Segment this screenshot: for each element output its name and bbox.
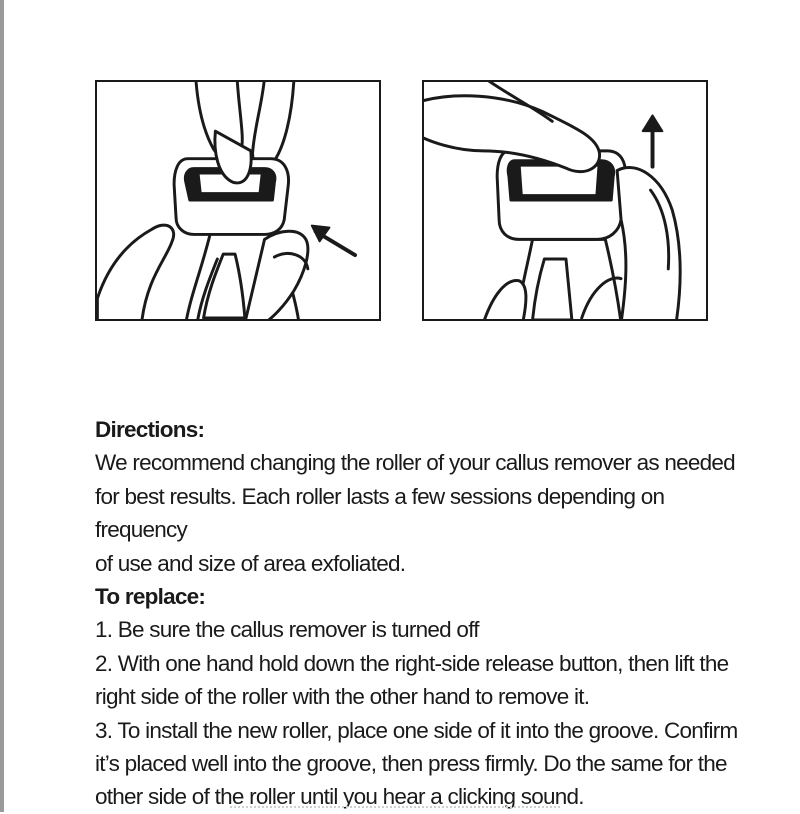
illustration-insert-roller xyxy=(95,80,381,321)
roller-lift-icon xyxy=(424,82,706,319)
bottom-divider xyxy=(230,806,560,808)
directions-line: for best results. Each roller lasts a few sessions depending on frequency xyxy=(95,483,665,543)
replace-line: other side of the roller until you hear a clicking sound. xyxy=(95,784,584,810)
directions-heading: Directions: xyxy=(95,417,205,442)
illustration-lift-roller xyxy=(422,80,708,321)
arrow-left-icon xyxy=(312,226,355,256)
directions-line: We recommend changing the roller of your callus remover as needed xyxy=(95,450,735,476)
directions-line: of use and size of area exfoliated. xyxy=(95,550,406,576)
arrow-up-icon xyxy=(643,115,663,166)
replace-line: 1. Be sure the callus remover is turned off xyxy=(95,617,479,643)
replace-line: 2. With one hand hold down the right-side release button, then lift the xyxy=(95,650,729,676)
replace-line: 3. To install the new roller, place one side of it into the groove. Confirm xyxy=(95,717,738,743)
directions-text-block xyxy=(95,413,755,814)
replace-line: right side of the roller with the other hand to remove it. xyxy=(95,684,590,710)
page-left-rule xyxy=(0,0,4,812)
roller-insert-icon xyxy=(97,82,379,319)
replace-heading: To replace: xyxy=(95,584,206,610)
replace-line: it’s placed well into the groove, then press firmly. Do the same for the xyxy=(95,751,727,777)
